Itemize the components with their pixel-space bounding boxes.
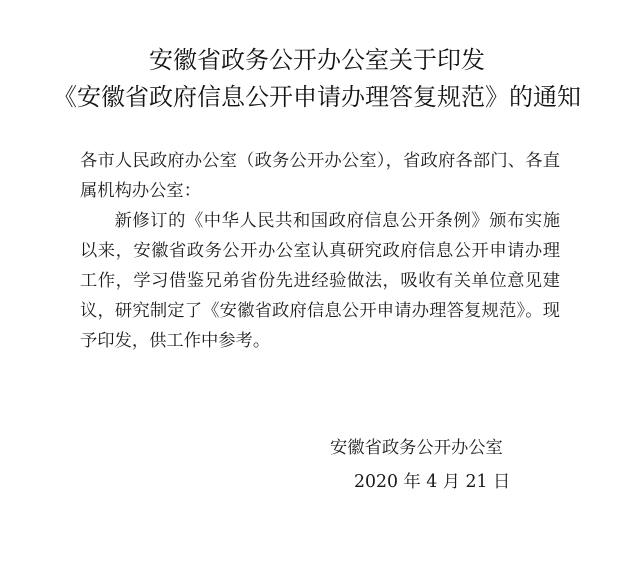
body-paragraph: 新修订的《中华人民共和国政府信息公开条例》颁布实施以来，安徽省政务公开办公室认真研究政府信息公开申请办理工作，学习借鉴兄弟省份先进经验做法，吸收有关单位意见建议，研究制定了《安徽省政府信息公开申请办理答复规范》。现予印发，供工作中参考。 <box>80 211 560 351</box>
notice-body <box>80 146 560 356</box>
issuing-office: 安徽省政务公开办公室 <box>330 438 503 458</box>
salutation: 各市人民政府办公室（政务公开办公室），省政府各部门、各直属机构办公室： <box>80 151 560 201</box>
notice-title-line-2: 《安徽省政府信息公开申请办理答复规范》的通知 <box>53 83 581 111</box>
issue-date: 2020 年 4 月 21 日 <box>354 472 511 492</box>
notice-title-line-1: 安徽省政务公开办公室关于印发 <box>149 46 485 74</box>
